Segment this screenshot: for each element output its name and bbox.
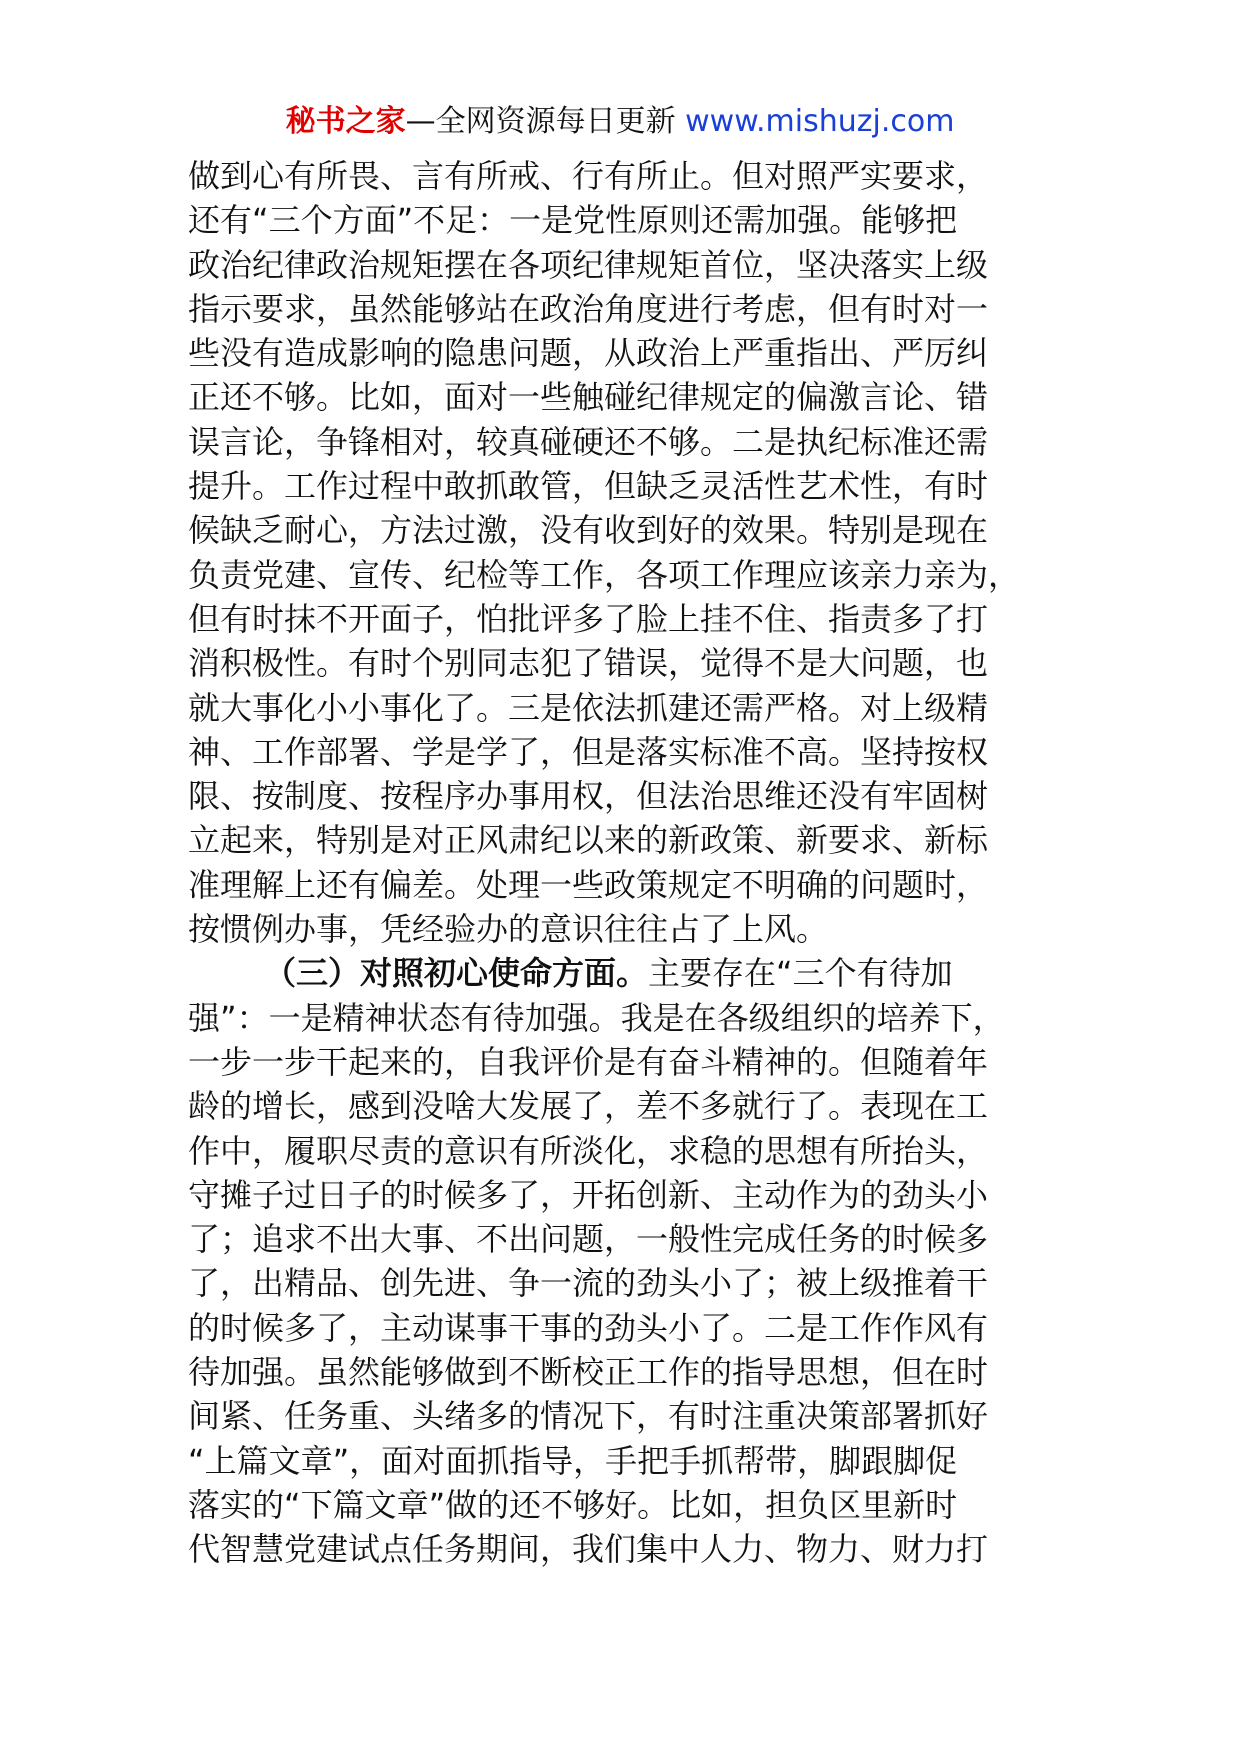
text-line: 按惯例办事，凭经验办的意识往往占了上风。 bbox=[188, 910, 829, 949]
page-header bbox=[0, 102, 1240, 142]
text-line: 代智慧党建试点任务期间，我们集中人力、物力、财力打 bbox=[188, 1530, 989, 1569]
text-line: 消积极性。有时个别同志犯了错误，觉得不是大问题，也 bbox=[188, 644, 989, 683]
text-line: 准理解上还有偏差。处理一些政策规定不明确的问题时， bbox=[188, 865, 989, 904]
text-line: 误言论，争锋相对，较真碰硬还不够。二是执纪标准还需 bbox=[188, 422, 989, 461]
text-line: 作中，履职尽责的意识有所淡化，求稳的思想有所抬头， bbox=[188, 1131, 989, 1170]
text-line: 强”：一是精神状态有待加强。我是在各级组织的培养下， bbox=[188, 998, 1005, 1037]
section-3-first-line bbox=[188, 951, 1068, 995]
text-line: 提升。工作过程中敢抓敢管，但缺乏灵活性艺术性，有时 bbox=[188, 467, 989, 506]
text-line: “上篇文章”，面对面抓指导，手把手抓帮带，脚跟脚促 bbox=[188, 1441, 958, 1480]
text-line: 立起来，特别是对正风肃纪以来的新政策、新要求、新标 bbox=[188, 821, 989, 860]
text-line: 候缺乏耐心，方法过激，没有收到好的效果。特别是现在 bbox=[188, 511, 989, 550]
text-line: 限、按制度、按程序办事用权，但法治思维还没有牢固树 bbox=[188, 777, 989, 816]
text-line: 但有时抹不开面子，怕批评多了脸上挂不住、指责多了打 bbox=[188, 599, 989, 638]
text-line: 龄的增长，感到没啥大发展了，差不多就行了。表现在工 bbox=[188, 1087, 989, 1126]
text-line: 了；追求不出大事、不出问题，一般性完成任务的时候多 bbox=[188, 1220, 989, 1259]
text-line: 守摊子过日子的时候多了，开拓创新、主动作为的劲头小 bbox=[188, 1175, 989, 1214]
section-3-intro: 主要存在“三个有待加 bbox=[648, 954, 953, 993]
text-line: 正还不够。比如，面对一些触碰纪律规定的偏激言论、错 bbox=[188, 378, 989, 417]
brand-name: 秘书之家 bbox=[285, 104, 406, 139]
text-line: 还有“三个方面”不足：一是党性原则还需加强。能够把 bbox=[188, 201, 958, 240]
text-line: 神、工作部署、学是学了，但是落实标准不高。坚持按权 bbox=[188, 732, 989, 771]
text-line: 政治纪律政治规矩摆在各项纪律规矩首位，坚决落实上级 bbox=[188, 245, 989, 284]
text-line: 的时候多了，主动谋事干事的劲头小了。二是工作作风有 bbox=[188, 1308, 989, 1347]
text-line: 间紧、任务重、头绪多的情况下，有时注重决策部署抓好 bbox=[188, 1397, 989, 1436]
text-line: 些没有造成影响的隐患问题，从政治上严重指出、严厉纠 bbox=[188, 334, 989, 373]
site-url-link[interactable]: www.mishuzj.com bbox=[685, 104, 955, 139]
text-line: 待加强。虽然能够做到不断校正工作的指导思想，但在时 bbox=[188, 1353, 989, 1392]
section-3-heading: （三）对照初心使命方面。 bbox=[264, 954, 649, 993]
text-line: 负责党建、宣传、纪检等工作，各项工作理应该亲力亲为， bbox=[188, 555, 1021, 594]
text-line: 一步一步干起来的，自我评价是有奋斗精神的。但随着年 bbox=[188, 1042, 989, 1081]
document-body bbox=[188, 154, 1068, 1572]
text-line: 做到心有所畏、言有所戒、行有所止。但对照严实要求， bbox=[188, 157, 989, 195]
text-line: 指示要求，虽然能够站在政治角度进行考虑，但有时对一 bbox=[188, 289, 989, 328]
text-line: 了，出精品、创先进、争一流的劲头小了；被上级推着干 bbox=[188, 1264, 989, 1303]
text-line: 落实的“下篇文章”做的还不够好。比如，担负区里新时 bbox=[188, 1485, 958, 1524]
header-tagline: —全网资源每日更新 bbox=[405, 104, 686, 139]
text-line: 就大事化小小事化了。三是依法抓建还需严格。对上级精 bbox=[188, 688, 989, 727]
